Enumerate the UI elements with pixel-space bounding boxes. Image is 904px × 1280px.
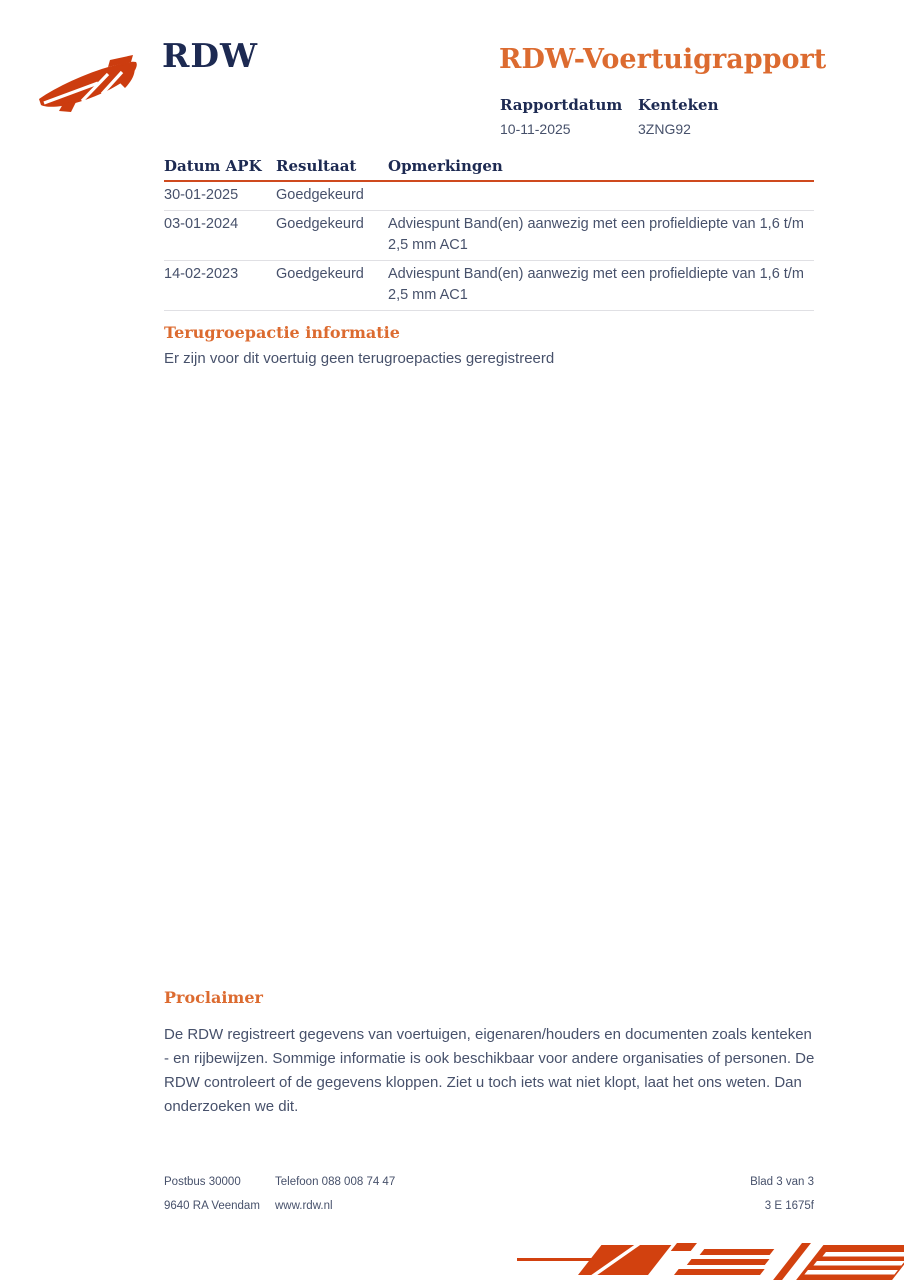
cell-opmerkingen: Adviespunt Band(en) aanwezig met een profieldiepte van 1,6 t/m 2,5 mm AC1 xyxy=(388,216,804,253)
footer-doc-code: 3 E 1675f xyxy=(764,1200,814,1212)
cell-datum: 14-02-2023 xyxy=(164,266,239,282)
license-plate-block xyxy=(638,96,718,137)
table-row xyxy=(164,182,814,211)
proclaimer-body: De RDW registreert gegevens van voertuigen, eigenaren/houders en documenten zoals kenteken - en rijbewijzen. Sommige informatie is ook beschikbaar voor andere organisaties of personen. De RDW controleert of de gegevens kloppen. Ziet u toch iets wat niet klopt, laat het ons weten. Dan onderzoeken we dit. xyxy=(164,1026,815,1115)
proclaimer-section xyxy=(164,988,816,1119)
license-plate-value: 3ZNG92 xyxy=(638,121,691,137)
footer-page-indicator: Blad 3 van 3 xyxy=(750,1176,814,1188)
table-row xyxy=(164,211,814,261)
table-row xyxy=(164,261,814,311)
footer-website: www.rdw.nl xyxy=(275,1200,333,1212)
cell-opmerkingen: Adviespunt Band(en) aanwezig met een profieldiepte van 1,6 t/m 2,5 mm AC1 xyxy=(388,266,804,303)
cell-datum: 03-01-2024 xyxy=(164,216,239,232)
column-header-resultaat: Resultaat xyxy=(276,157,357,175)
cell-resultaat: Goedgekeurd xyxy=(276,266,364,282)
apk-history-table xyxy=(164,158,814,311)
cell-resultaat: Goedgekeurd xyxy=(276,187,364,203)
recall-section-heading: Terugroepactie informatie xyxy=(164,323,400,342)
report-date-value: 10-11-2025 xyxy=(500,121,571,137)
report-date-label: Rapportdatum xyxy=(500,96,623,114)
footer-page-block xyxy=(750,1170,814,1218)
page-title: RDW-Voertuigrapport xyxy=(499,44,827,75)
rdw-flag-icon xyxy=(36,54,150,114)
report-date-block xyxy=(500,96,638,137)
footer-address-block xyxy=(164,1170,275,1218)
recall-info-section xyxy=(164,323,816,367)
rdw-logo-text: RDW xyxy=(162,36,259,75)
cell-resultaat: Goedgekeurd xyxy=(276,216,364,232)
column-header-datum-apk: Datum APK xyxy=(164,157,262,175)
rdw-stripe-banner-art xyxy=(517,1243,904,1280)
footer-phone: Telefoon 088 008 74 47 xyxy=(275,1176,396,1188)
proclaimer-heading: Proclaimer xyxy=(164,988,263,1007)
report-meta xyxy=(500,96,718,137)
page-footer xyxy=(164,1170,814,1218)
footer-address-line1: Postbus 30000 xyxy=(164,1176,241,1188)
column-header-opmerkingen: Opmerkingen xyxy=(388,157,503,175)
table-header-row xyxy=(164,158,814,182)
recall-section-body: Er zijn voor dit voertuig geen terugroepacties geregistreerd xyxy=(164,350,555,367)
license-plate-label: Kenteken xyxy=(638,96,719,114)
cell-datum: 30-01-2025 xyxy=(164,187,239,203)
cell-opmerkingen xyxy=(388,185,814,206)
footer-address-line2: 9640 RA Veendam xyxy=(164,1200,260,1212)
footer-contact-block xyxy=(275,1170,750,1218)
